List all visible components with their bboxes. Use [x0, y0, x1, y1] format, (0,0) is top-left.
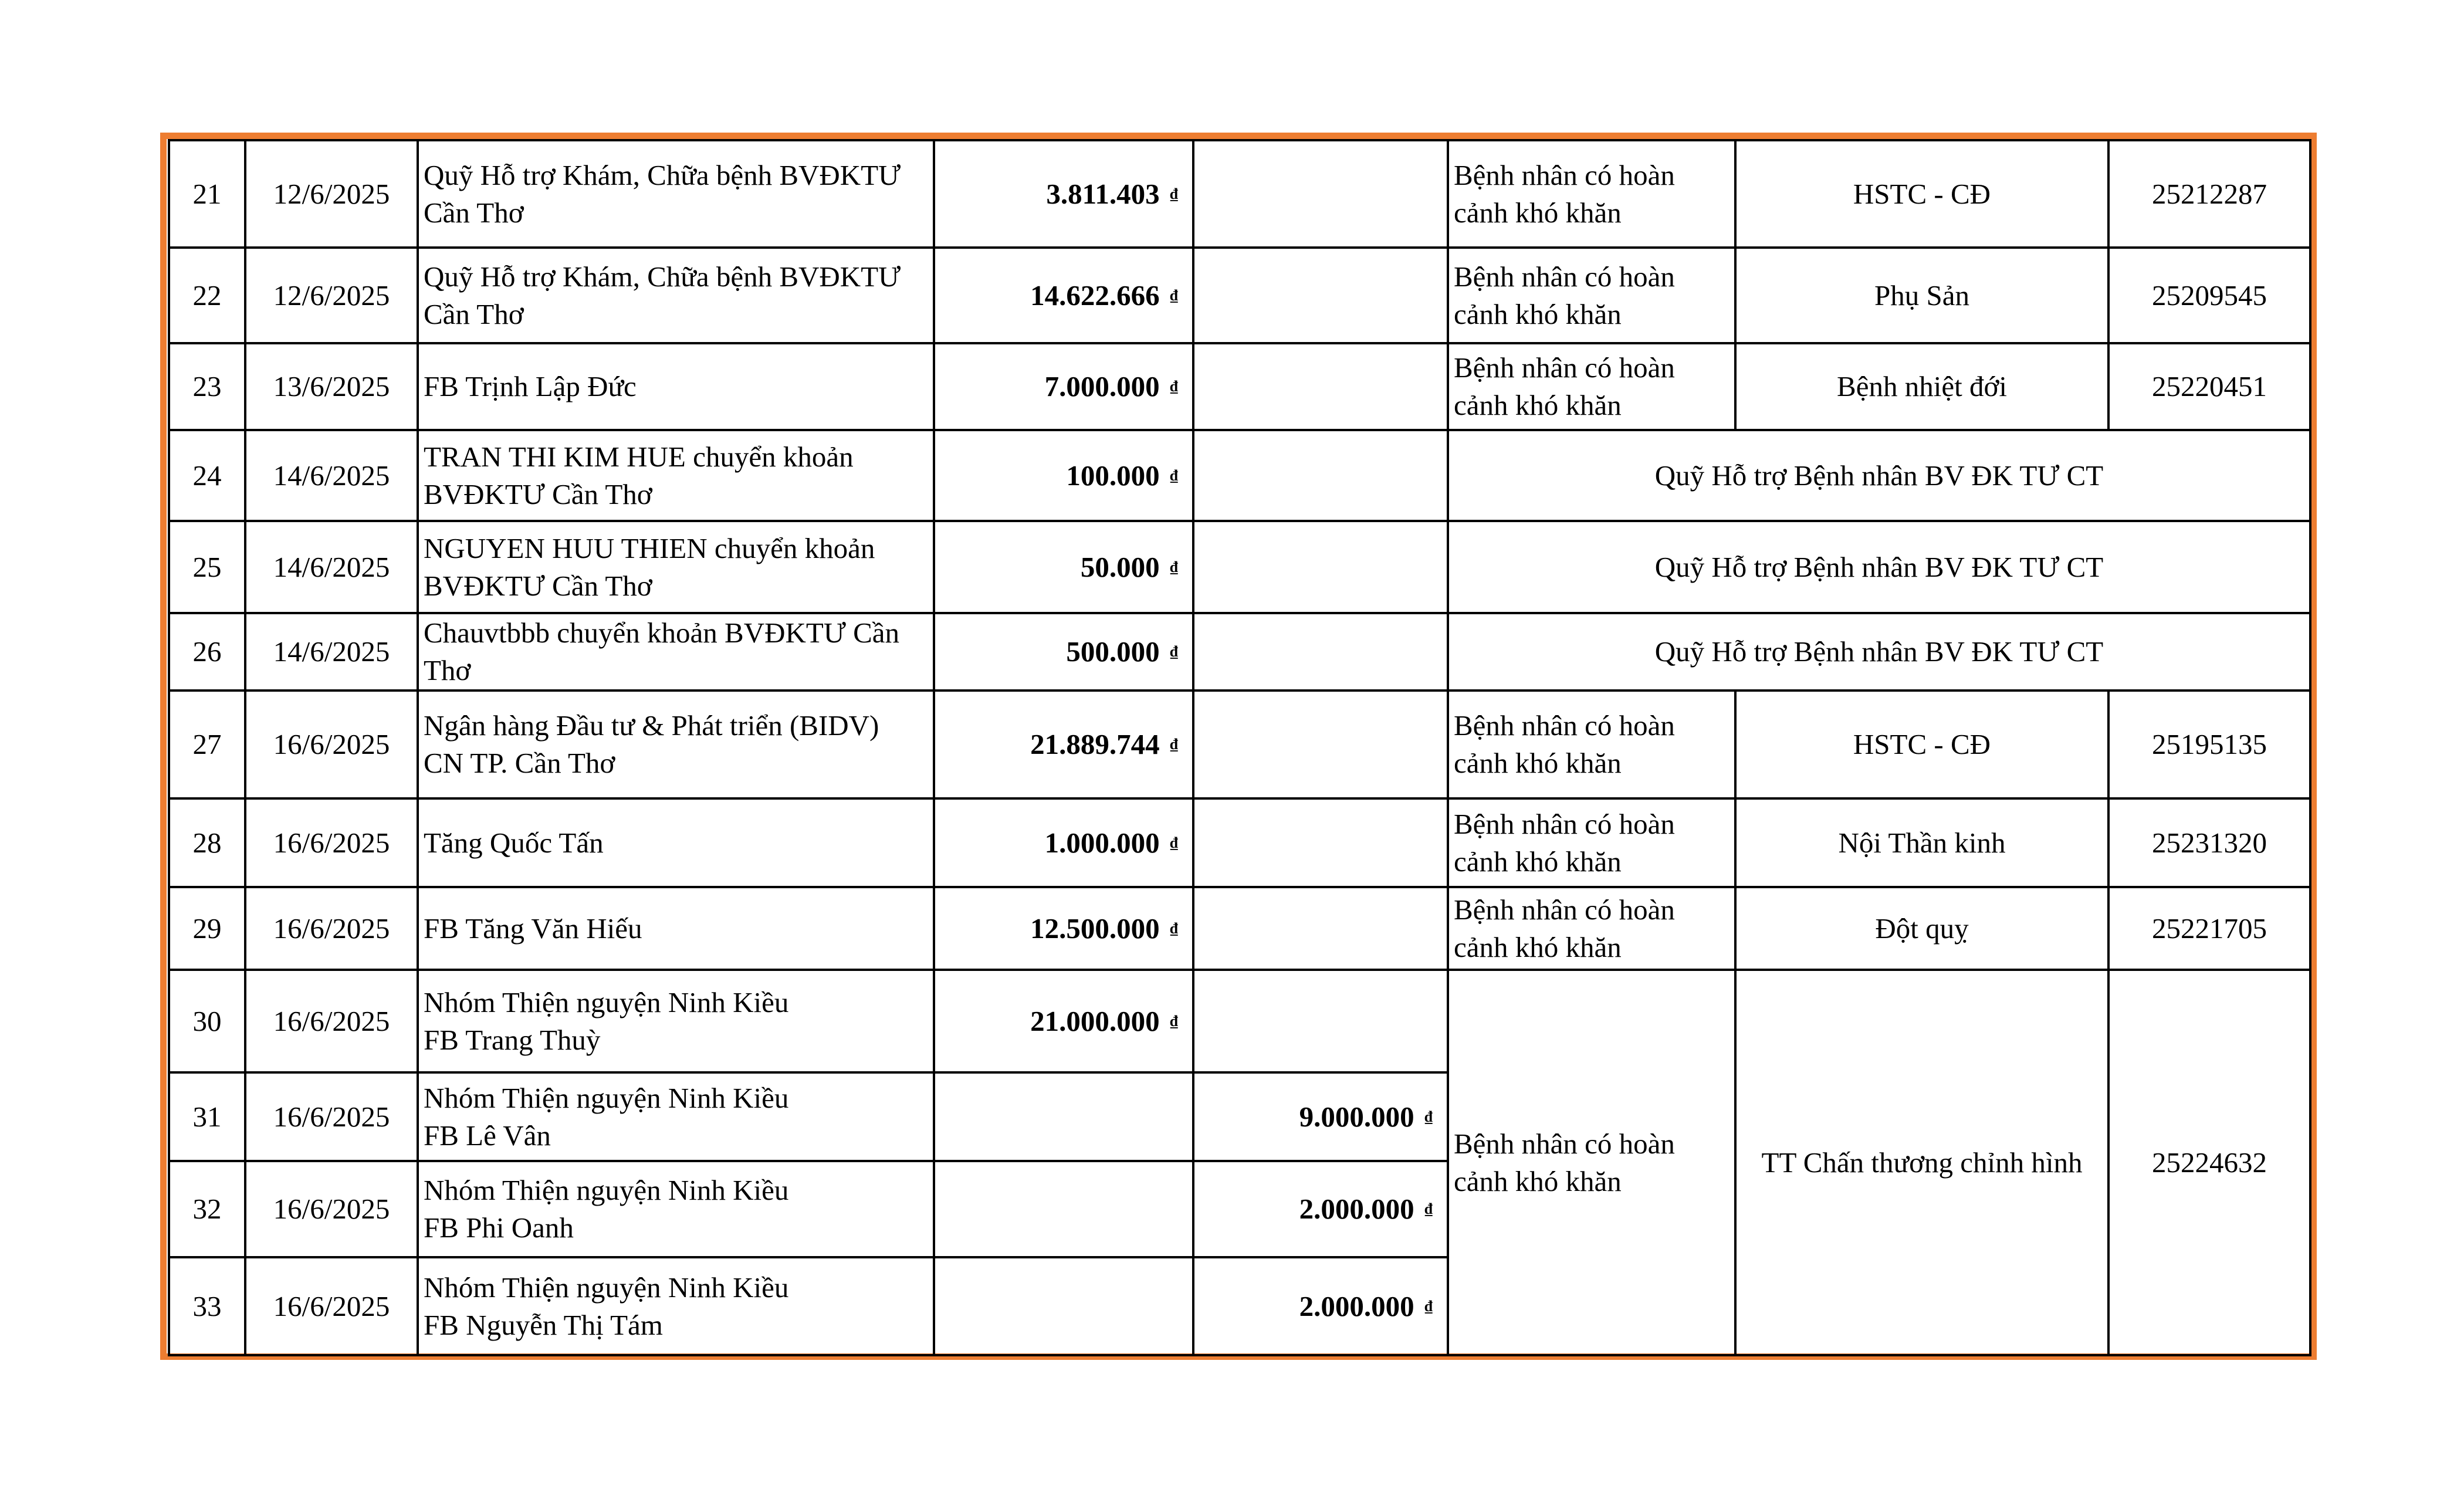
fund-cell: Quỹ Hỗ trợ Bệnh nhân BV ĐK TƯ CT	[1448, 521, 2310, 613]
row-number: 29	[169, 887, 245, 970]
donor-line: Nhóm Thiện nguyện Ninh Kiều	[424, 1271, 789, 1304]
amount-cell	[934, 691, 1193, 798]
beneficiary-line: cảnh khó khăn	[1454, 747, 1622, 779]
code-cell: 25212287	[2108, 140, 2310, 248]
row-number: 30	[169, 970, 245, 1072]
donor-cell	[418, 691, 934, 798]
table-row	[169, 691, 2310, 798]
amount-cell	[934, 970, 1193, 1072]
donor-line: FB Trịnh Lập Đức	[424, 370, 637, 402]
row-number: 28	[169, 798, 245, 887]
amount-value: 100.000	[1066, 459, 1160, 492]
table-row	[169, 343, 2310, 430]
beneficiary-line: cảnh khó khăn	[1454, 389, 1622, 421]
amount-value: 7.000.000	[1044, 370, 1160, 402]
donor-line: FB Nguyễn Thị Tám	[424, 1308, 663, 1341]
beneficiary-line: cảnh khó khăn	[1454, 196, 1622, 229]
date-cell: 14/6/2025	[245, 430, 418, 521]
donor-line: Nhóm Thiện nguyện Ninh Kiều	[424, 1174, 789, 1206]
amount2-cell	[1193, 140, 1448, 248]
date-cell: 14/6/2025	[245, 613, 418, 691]
date-cell: 16/6/2025	[245, 1161, 418, 1257]
row-number: 33	[169, 1257, 245, 1355]
code-cell: 25224632	[2108, 970, 2310, 1355]
amount-value: 2.000.000	[1299, 1289, 1414, 1322]
currency-symbol: ₫	[1170, 1012, 1178, 1030]
beneficiary-line: Bệnh nhân có hoàn	[1454, 893, 1675, 926]
amount-cell	[934, 430, 1193, 521]
date-cell: 14/6/2025	[245, 521, 418, 613]
code-cell: 25195135	[2108, 691, 2310, 798]
code-cell: 25209545	[2108, 248, 2310, 343]
donor-cell	[418, 970, 934, 1072]
date-cell: 16/6/2025	[245, 798, 418, 887]
donor-cell	[418, 613, 934, 691]
amount2-cell	[1193, 343, 1448, 430]
row-number: 31	[169, 1072, 245, 1161]
currency-symbol: ₫	[1170, 834, 1178, 851]
amount-value: 21.000.000	[1030, 1004, 1160, 1037]
beneficiary-cell	[1448, 887, 1735, 970]
fund-cell: Quỹ Hỗ trợ Bệnh nhân BV ĐK TƯ CT	[1448, 430, 2310, 521]
beneficiary-line: cảnh khó khăn	[1454, 1165, 1622, 1197]
donor-line: TRAN THI KIM HUE chuyển khoản	[424, 440, 854, 473]
amount-cell	[934, 1072, 1193, 1161]
donor-line: Cần Thơ	[424, 297, 524, 330]
amount2-cell	[1193, 798, 1448, 887]
amount2-cell	[1193, 430, 1448, 521]
donor-cell	[418, 887, 934, 970]
currency-symbol: ₫	[1424, 1297, 1433, 1315]
donor-line: FB Lê Vân	[424, 1119, 551, 1152]
amount2-cell	[1193, 691, 1448, 798]
table-row	[169, 140, 2310, 248]
row-number: 26	[169, 613, 245, 691]
beneficiary-line: Bệnh nhân có hoàn	[1454, 351, 1675, 384]
amount-cell	[934, 1257, 1193, 1355]
table-row	[169, 887, 2310, 970]
donor-line: Chauvtbbb chuyển khoản BVĐKTƯ Cần	[424, 617, 900, 649]
table-row	[169, 798, 2310, 887]
donor-line: BVĐKTƯ Cần Thơ	[424, 569, 652, 602]
amount-cell	[934, 887, 1193, 970]
table-row	[169, 613, 2310, 691]
beneficiary-line: Bệnh nhân có hoàn	[1454, 709, 1675, 742]
donor-line: NGUYEN HUU THIEN chuyển khoản	[424, 532, 875, 564]
amount-value: 9.000.000	[1299, 1100, 1414, 1133]
currency-symbol: ₫	[1170, 919, 1178, 937]
amount-value: 2.000.000	[1299, 1193, 1414, 1225]
row-number: 22	[169, 248, 245, 343]
beneficiary-cell	[1448, 691, 1735, 798]
amount2-cell	[1193, 1072, 1448, 1161]
department-cell: TT Chấn thương chỉnh hình	[1735, 970, 2108, 1355]
amount2-cell	[1193, 1161, 1448, 1257]
donor-line: Cần Thơ	[424, 196, 524, 229]
beneficiary-cell	[1448, 970, 1735, 1355]
beneficiary-line: cảnh khó khăn	[1454, 845, 1622, 878]
code-cell: 25220451	[2108, 343, 2310, 430]
amount-value: 14.622.666	[1030, 279, 1160, 312]
donor-cell	[418, 521, 934, 613]
beneficiary-line: Bệnh nhân có hoàn	[1454, 807, 1675, 840]
table-row	[169, 430, 2310, 521]
currency-symbol: ₫	[1424, 1200, 1433, 1217]
beneficiary-line: cảnh khó khăn	[1454, 297, 1622, 330]
currency-symbol: ₫	[1170, 466, 1178, 484]
currency-symbol: ₫	[1170, 643, 1178, 660]
amount-cell	[934, 798, 1193, 887]
date-cell: 12/6/2025	[245, 248, 418, 343]
date-cell: 16/6/2025	[245, 1072, 418, 1161]
beneficiary-line: Bệnh nhân có hoàn	[1454, 260, 1675, 293]
table-row	[169, 970, 2310, 1072]
donor-cell	[418, 798, 934, 887]
currency-symbol: ₫	[1170, 736, 1178, 753]
amount2-cell	[1193, 887, 1448, 970]
date-cell: 16/6/2025	[245, 887, 418, 970]
amount2-cell	[1193, 248, 1448, 343]
row-number: 27	[169, 691, 245, 798]
department-cell: Bệnh nhiệt đới	[1735, 343, 2108, 430]
amount-value: 500.000	[1066, 635, 1160, 668]
donor-cell	[418, 248, 934, 343]
donor-cell	[418, 140, 934, 248]
table-row	[169, 248, 2310, 343]
date-cell: 12/6/2025	[245, 140, 418, 248]
donor-line: Nhóm Thiện nguyện Ninh Kiều	[424, 986, 789, 1018]
amount-value: 21.889.744	[1030, 728, 1160, 760]
donor-line: CN TP. Cần Thơ	[424, 747, 615, 779]
amount-cell	[934, 248, 1193, 343]
currency-symbol: ₫	[1170, 185, 1178, 202]
amount-cell	[934, 343, 1193, 430]
donor-line: BVĐKTƯ Cần Thơ	[424, 478, 652, 510]
beneficiary-cell	[1448, 343, 1735, 430]
amount-cell	[934, 140, 1193, 248]
amount-cell	[934, 613, 1193, 691]
beneficiary-cell	[1448, 248, 1735, 343]
donor-cell	[418, 1257, 934, 1355]
donor-cell	[418, 1072, 934, 1161]
amount-value: 1.000.000	[1044, 826, 1160, 859]
code-cell: 25221705	[2108, 887, 2310, 970]
date-cell: 16/6/2025	[245, 691, 418, 798]
row-number: 21	[169, 140, 245, 248]
donation-table	[168, 139, 2311, 1356]
department-cell: HSTC - CĐ	[1735, 140, 2108, 248]
amount-cell	[934, 1161, 1193, 1257]
amount2-cell	[1193, 521, 1448, 613]
amount2-cell	[1193, 970, 1448, 1072]
row-number: 25	[169, 521, 245, 613]
department-cell: HSTC - CĐ	[1735, 691, 2108, 798]
fund-cell: Quỹ Hỗ trợ Bệnh nhân BV ĐK TƯ CT	[1448, 613, 2310, 691]
donor-cell	[418, 430, 934, 521]
beneficiary-cell	[1448, 798, 1735, 887]
donor-cell	[418, 343, 934, 430]
donor-line: Nhóm Thiện nguyện Ninh Kiều	[424, 1081, 789, 1114]
amount-cell	[934, 521, 1193, 613]
currency-symbol: ₫	[1170, 558, 1178, 576]
currency-symbol: ₫	[1424, 1108, 1433, 1125]
table-row	[169, 521, 2310, 613]
donor-line: FB Tăng Văn Hiếu	[424, 912, 642, 945]
date-cell: 13/6/2025	[245, 343, 418, 430]
date-cell: 16/6/2025	[245, 970, 418, 1072]
amount-value: 12.500.000	[1030, 912, 1160, 945]
row-number: 32	[169, 1161, 245, 1257]
beneficiary-line: Bệnh nhân có hoàn	[1454, 1127, 1675, 1160]
donor-line: Thơ	[424, 654, 471, 686]
department-cell: Đột quỵ	[1735, 887, 2108, 970]
amount-value: 50.000	[1080, 550, 1160, 583]
donor-line: Ngân hàng Đầu tư & Phát triển (BIDV)	[424, 709, 879, 742]
amount2-cell	[1193, 613, 1448, 691]
donor-cell	[418, 1161, 934, 1257]
department-cell: Phụ Sản	[1735, 248, 2108, 343]
donor-line: Tăng Quốc Tấn	[424, 826, 604, 859]
currency-symbol: ₫	[1170, 378, 1178, 395]
code-cell: 25231320	[2108, 798, 2310, 887]
amount2-cell	[1193, 1257, 1448, 1355]
donor-line: Quỹ Hỗ trợ Khám, Chữa bệnh BVĐKTƯ	[424, 260, 901, 293]
donor-line: FB Trang Thuỳ	[424, 1023, 601, 1056]
department-cell: Nội Thần kinh	[1735, 798, 2108, 887]
beneficiary-line: cảnh khó khăn	[1454, 930, 1622, 963]
currency-symbol: ₫	[1170, 286, 1178, 304]
amount-value: 3.811.403	[1046, 177, 1160, 210]
row-number: 24	[169, 430, 245, 521]
beneficiary-line: Bệnh nhân có hoàn	[1454, 158, 1675, 191]
row-number: 23	[169, 343, 245, 430]
donor-line: FB Phi Oanh	[424, 1211, 574, 1244]
date-cell: 16/6/2025	[245, 1257, 418, 1355]
beneficiary-cell	[1448, 140, 1735, 248]
donor-line: Quỹ Hỗ trợ Khám, Chữa bệnh BVĐKTƯ	[424, 158, 901, 191]
